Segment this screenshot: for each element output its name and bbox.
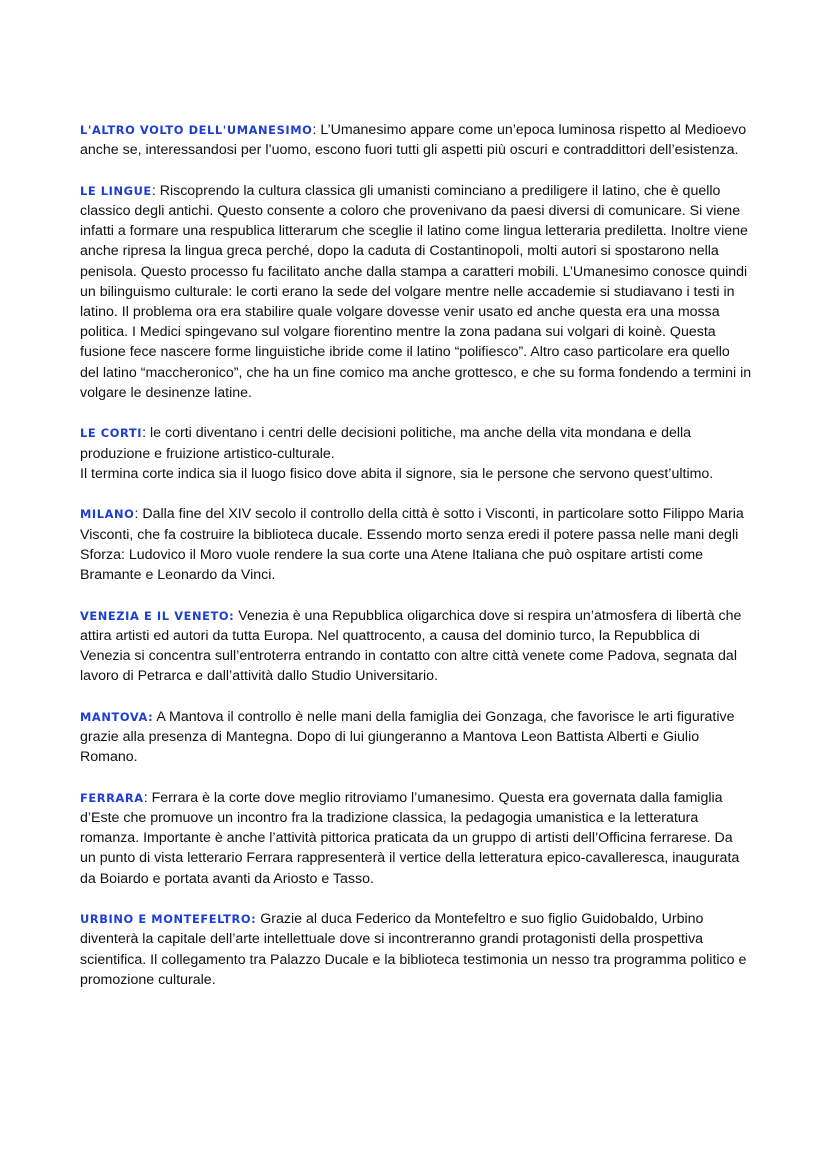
section-urbino [80,909,752,990]
section-lingue [80,181,752,403]
section-mantova [80,707,752,768]
section-venezia [80,606,752,687]
section-heading: URBINO E MONTEFELTRO: [80,912,257,927]
section-milano [80,504,752,585]
section-heading: LE CORTI [80,426,143,441]
section-text: le corti diventano i centri delle decisioni politiche, ma anche della vita mondana e della produzione e fruizione artistico-culturale. [80,425,692,462]
section-heading: FERRARA [80,790,144,805]
section-separator: : [312,122,317,138]
section-corti [80,423,752,484]
section-text: Riscoprendo la cultura classica gli umanisti cominciano a prediligere il latino, che è quello classico degli antichi. Questo consente a coloro che provenivano da paesi diversi di comunicare. Si viene infatti a formare una respublica litterarum che sceglie il latino come lingua letteraria prediletta. Inoltre viene anche ripresa la lingua greca perché, dopo la caduta di Costantinopoli, molti autori si spostarono nella penisola. Questo processo fu facilitato anche dalla stampa a caratteri mobili. L’Umanesimo conosce quindi un bilinguismo culturale: le corti erano la sede del volgare mentre nelle accademie si studiavano i testi in latino. Il problema ora era stabilire quale volgare dovesse venir usato ed anche questa era una mossa politica. I Medici spingevano sul volgare fiorentino mentre la zona padana sui volgari di koinè. Questa fusione fece nascere forme linguistiche ibride come il latino “polifiesco”. Altro caso particolare era quello del latino “maccheronico”, che ha un fine comico ma anche grottesco, e che su forma fondendo a termini in volgare le desinenze latine. [80,182,752,401]
section-separator: : [143,789,148,806]
section-text: Grazie al duca Federico da Montefeltro e suo figlio Guidobaldo, Urbino diventerà la capitale dell’arte intellettuale dove si incontreranno grandi protagonisti della prospettiva scientifica. Il collegamento tra Palazzo Ducale e la biblioteca testimonia un nesso tra programma politico e promozione culturale. [80,911,747,988]
section-heading: L'ALTRO VOLTO DELL'UMANESIMO [80,123,313,137]
section-separator: : [151,182,156,199]
section-text: L’Umanesimo appare come un’epoca luminosa rispetto al Medioevo anche se, interessandosi per l’uomo, escono fuori tutti gli aspetti più oscuri e contraddittori dell’esistenza. [80,122,747,159]
section-separator: : [134,506,139,523]
section-heading: LE LINGUE [80,183,152,198]
section-heading: MANTOVA: [80,709,154,724]
section-heading: MILANO [80,507,135,522]
section-ferrara [80,788,752,889]
section-separator: : [142,425,147,442]
section-altro-volto [80,120,752,160]
document-page [80,120,752,1010]
section-text-continued: Il termina corte indica sia il luogo fisico dove abita il signore, sia le persone che servono quest’ultimo. [80,465,714,482]
section-text: Venezia è una Repubblica oligarchica dove si respira un’atmosfera di libertà che attira artisti ed autori da tutta Europa. Nel quattrocento, a causa del dominio turco, la Repubblica di Venezia si concentra sull’entroterra entrando in contatto con altre città venete come Padova, segnata dal lavoro di Petrarca e dall’attività dallo Studio Universitario. [80,607,742,685]
section-text: A Mantova il controllo è nelle mani della famiglia dei Gonzaga, che favorisce le arti figurative grazie alla presenza di Mantegna. Dopo di lui giungeranno a Mantova Leon Battista Alberti e Giulio Romano. [80,708,735,766]
section-heading: VENEZIA E IL VENETO: [80,608,235,623]
section-text: Ferrara è la corte dove meglio ritroviamo l’umanesimo. Questa era governata dalla famiglia d’Este che promuove un incontro fra la tradizione classica, la pedagogia umanistica e la letteratura romanza. Importante è anche l’attività pittorica praticata da un gruppo di artisti dell’Officina ferrarese. Da un punto di vista letterario Ferrara rappresenterà il vertice della letteratura epico-cavalleresca, inaugurata da Boiardo e portata avanti da Ariosto e Tasso. [80,789,740,887]
section-text: Dalla fine del XIV secolo il controllo della città è sotto i Visconti, in particolare sotto Filippo Maria Visconti, che fa costruire la biblioteca ducale. Essendo morto senza eredi il potere passa nelle mani degli Sforza: Ludovico il Moro vuole rendere la sua corte una Atene Italiana che può ospitare artisti come Bramante e Leonardo da Vinci. [80,506,744,584]
